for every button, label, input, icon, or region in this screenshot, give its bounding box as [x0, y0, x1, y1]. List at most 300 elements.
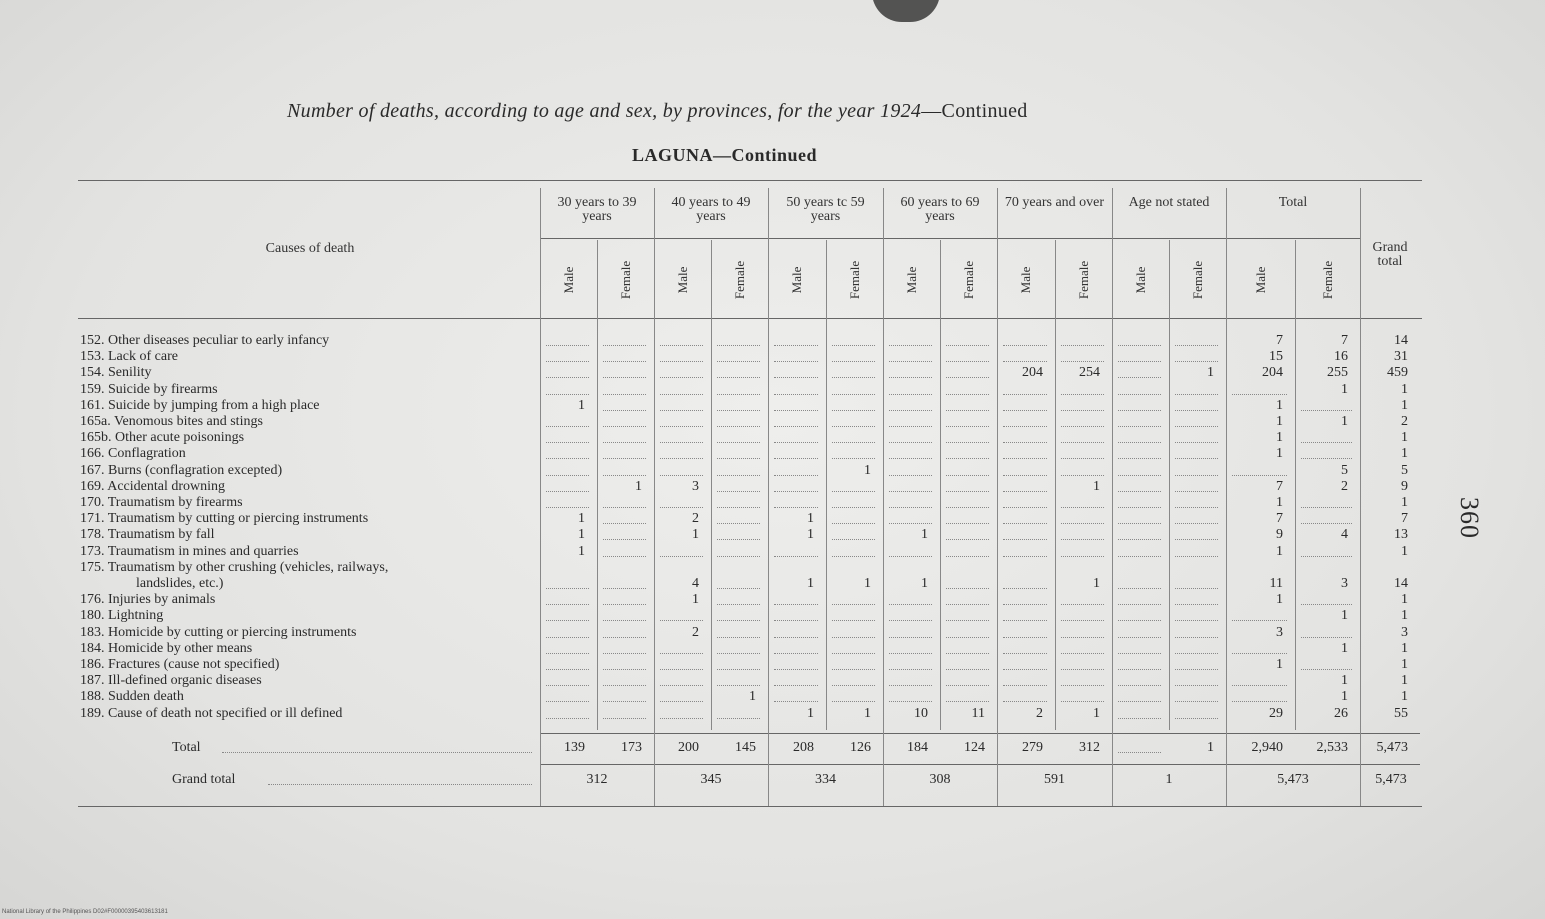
table-cell: 26 [1334, 705, 1348, 721]
rule-sub-2 [826, 240, 827, 730]
female-header: Female [1075, 260, 1091, 300]
leader-dots [1301, 669, 1352, 670]
rule-sub-1 [711, 240, 712, 730]
total-cell: 124 [964, 740, 985, 755]
leader-dots [1003, 410, 1047, 411]
leader-dots [1175, 345, 1218, 346]
leader-dots [546, 669, 589, 670]
leader-dots [832, 491, 875, 492]
leader-dots [717, 475, 760, 476]
leader-dots [946, 653, 989, 654]
leader-dots [1003, 458, 1047, 459]
leader-dots [1118, 475, 1161, 476]
table-cell: 1 [749, 689, 756, 705]
leader-dots [1175, 620, 1218, 621]
rule-group [540, 238, 1360, 239]
leader-dots [1061, 410, 1104, 411]
leader-dots [1061, 442, 1104, 443]
leader-dots [660, 377, 703, 378]
leader-dots [1175, 507, 1218, 508]
table-cell: 2 [692, 624, 699, 640]
leader-dots [660, 669, 703, 670]
cause-label: 189. Cause of death not specified or ill defined [80, 705, 343, 721]
table-cell: 1 [1276, 543, 1283, 559]
table-cell: 1 [807, 576, 814, 591]
female-header: Female [1189, 260, 1205, 300]
leader-dots [832, 685, 875, 686]
table-cell: 1 [1276, 446, 1283, 462]
total-cell: 279 [1022, 740, 1043, 755]
female-header: Female [1319, 260, 1335, 300]
table-cell: 15 [1269, 349, 1283, 365]
table-cell: 459 [1387, 365, 1408, 381]
leader-dots [1175, 637, 1218, 638]
leader-dots [946, 669, 989, 670]
table-cell: 31 [1394, 349, 1408, 365]
leader-dots [717, 426, 760, 427]
table-cell: 1 [921, 576, 928, 591]
leader-dots [1175, 475, 1218, 476]
leader-dots [889, 377, 932, 378]
leader-dots [1118, 637, 1161, 638]
leader-dots [1003, 701, 1047, 702]
table-cell: 11 [1269, 576, 1283, 591]
cause-label: 159. Suicide by firearms [80, 381, 218, 397]
leader-dots [1175, 556, 1218, 557]
leader-dots [1061, 637, 1104, 638]
leader-dots [603, 523, 646, 524]
table-cell: 204 [1022, 365, 1043, 381]
total-cell: 126 [850, 740, 871, 755]
cause-label: 166. Conflagration [80, 446, 186, 462]
leader-dots [717, 377, 760, 378]
leader-dots [1118, 394, 1161, 395]
leader-dots [603, 475, 646, 476]
table-cell: 1 [1401, 657, 1408, 672]
table-cell: 7 [1401, 511, 1408, 527]
leader-dots [1118, 604, 1161, 605]
leader-dots [1061, 685, 1104, 686]
leader-dots [946, 701, 989, 702]
total-cell: 208 [793, 740, 814, 755]
leader-dots [1232, 475, 1287, 476]
leader-dots [603, 507, 646, 508]
leader-dots [717, 669, 760, 670]
cause-label: 188. Sudden death [80, 689, 184, 705]
leader-dots [1003, 394, 1047, 395]
table-cell: 3 [692, 478, 699, 494]
rule-sub-5 [1169, 240, 1170, 730]
table-cell: 1 [1276, 495, 1283, 510]
leader-dots [832, 377, 875, 378]
leader-dots [774, 394, 818, 395]
table-cell: 1 [1401, 673, 1408, 689]
table-cell: 1 [1401, 397, 1408, 413]
total-cell: 173 [621, 740, 642, 755]
leader-dots [1118, 523, 1161, 524]
grand-total-cell: 591 [1044, 772, 1065, 787]
leader-dots [1118, 701, 1161, 702]
grand-total-cell: 308 [929, 772, 951, 787]
table-cell: 1 [1341, 689, 1348, 705]
leader-dots [717, 442, 760, 443]
cause-label-continued: landslides, etc.) [136, 576, 224, 591]
table-cell: 2 [1341, 478, 1348, 494]
leader-dots [1003, 653, 1047, 654]
leader-dots [1003, 507, 1047, 508]
leader-dots [946, 442, 989, 443]
leader-dots [603, 377, 646, 378]
cause-label: 153. Lack of care [80, 349, 178, 365]
cause-label: 176. Injuries by animals [80, 592, 216, 608]
grand-total-label: Grand total [172, 772, 236, 787]
leader-dots [889, 701, 932, 702]
leader-dots [603, 426, 646, 427]
cause-label: 186. Fractures (cause not specified) [80, 657, 280, 672]
leader-dots [717, 588, 760, 589]
leader-dots [1175, 588, 1218, 589]
province-subtitle: LAGUNA—Continued [632, 145, 818, 165]
rule-total-bottom [540, 764, 1420, 765]
cause-label: 165b. Other acute poisonings [80, 430, 245, 446]
leader-dots [1003, 637, 1047, 638]
leader-dots [717, 361, 760, 362]
table-cell: 1 [578, 397, 585, 413]
leader-dots [1061, 475, 1104, 476]
female-header: Female [731, 260, 747, 300]
leader-dots [832, 507, 875, 508]
table-cell: 1 [807, 511, 814, 527]
leader-dots [774, 345, 818, 346]
leader-dots [946, 507, 989, 508]
leader-dots [603, 361, 646, 362]
table-cell: 1 [692, 527, 699, 543]
leader-dots [1061, 620, 1104, 621]
male-header: Male [1252, 266, 1268, 294]
total-cell: 312 [1079, 740, 1100, 755]
leader-dots [1003, 556, 1047, 557]
male-header: Male [1132, 266, 1148, 294]
leader-dots [1175, 410, 1218, 411]
table-cell: 1 [578, 527, 585, 543]
leader-dots [603, 685, 646, 686]
leader-dots [832, 394, 875, 395]
leader-dots [832, 620, 875, 621]
leader-dots [717, 620, 760, 621]
leader-dots [717, 556, 760, 557]
leader-dots [1061, 394, 1104, 395]
leader-dots [717, 523, 760, 524]
table-cell: 1 [1341, 414, 1348, 429]
grand-total-cell: 312 [586, 772, 608, 787]
leader-dots [946, 491, 989, 492]
total-cell: 2,940 [1251, 740, 1283, 755]
male-header: Male [674, 266, 690, 294]
leader-dots [946, 475, 989, 476]
cause-label: 170. Traumatism by firearms [80, 495, 243, 510]
leader-dots [1118, 718, 1161, 719]
leader-dots [546, 653, 589, 654]
table-cell: 7 [1341, 333, 1348, 348]
rule-bottom [78, 806, 1422, 807]
cause-label: 187. Ill-defined organic diseases [80, 673, 262, 689]
total-cell: 145 [735, 740, 756, 755]
leader-dots [1118, 752, 1161, 753]
leader-dots [1118, 653, 1161, 654]
leader-dots [1301, 637, 1352, 638]
cause-label: 183. Homicide by cutting or piercing instruments [80, 624, 357, 640]
leader-dots [832, 442, 875, 443]
leader-dots [603, 669, 646, 670]
leader-dots [1118, 685, 1161, 686]
age-group-header: 30 years to 39 years [557, 195, 637, 224]
leader-dots [660, 410, 703, 411]
page-number: 360 [1455, 497, 1484, 539]
leader-dots [946, 377, 989, 378]
leader-dots [1301, 410, 1352, 411]
male-header: Male [1018, 266, 1033, 294]
leader-dots [546, 588, 589, 589]
leader-dots [660, 556, 703, 557]
leader-dots [946, 458, 989, 459]
leader-dots [1118, 442, 1161, 443]
leader-dots [1232, 394, 1287, 395]
leader-dots [889, 507, 932, 508]
leader-dots [832, 539, 875, 540]
leader-dots [774, 604, 818, 605]
table-cell: 1 [921, 527, 928, 543]
title-suffix: —Continued [921, 100, 1028, 122]
leader-dots [546, 491, 589, 492]
leader-dots [832, 653, 875, 654]
table-cell: 1 [1093, 705, 1100, 721]
leader-dots [603, 604, 646, 605]
leader-dots [1175, 669, 1218, 670]
leader-dots [717, 653, 760, 654]
cause-label: 154. Senility [80, 365, 152, 381]
leader-dots [1003, 523, 1047, 524]
leader-dots [946, 685, 989, 686]
leader-dots [774, 458, 818, 459]
leader-dots [889, 458, 932, 459]
leader-dots [1118, 588, 1161, 589]
leader-dots [603, 410, 646, 411]
leader-dots [546, 701, 589, 702]
leader-dots [774, 426, 818, 427]
leader-dots [1061, 523, 1104, 524]
leader-dots [1175, 491, 1218, 492]
leader-dots [603, 442, 646, 443]
table-cell: 10 [914, 705, 928, 721]
table-cell: 1 [1207, 365, 1214, 381]
cause-label: 152. Other diseases peculiar to early infancy [80, 333, 330, 348]
leader-dots [889, 653, 932, 654]
age-group-header: 70 years and over [1004, 195, 1105, 210]
leader-dots [1003, 604, 1047, 605]
leader-dots [946, 394, 989, 395]
total-cell: 5,473 [1376, 740, 1408, 755]
leader-dots [660, 442, 703, 443]
grand-total-cell: 5,473 [1277, 772, 1309, 787]
leader-dots [1003, 588, 1047, 589]
leader-dots [660, 345, 703, 346]
leader-dots [717, 345, 760, 346]
table-cell: 29 [1269, 705, 1283, 721]
leader-dots [1003, 491, 1047, 492]
leader-dots [832, 701, 875, 702]
leader-dots [1175, 426, 1218, 427]
total-cell: 184 [907, 740, 928, 755]
female-header: Female [846, 260, 862, 300]
leader-dots [717, 394, 760, 395]
leader-dots [603, 588, 646, 589]
leader-dots [1118, 361, 1161, 362]
leader-dots [1175, 701, 1218, 702]
table-cell: 1 [1341, 640, 1348, 656]
table-cell: 4 [1341, 527, 1348, 543]
cause-label: 184. Homicide by other means [80, 640, 253, 656]
leader-dots [889, 426, 932, 427]
table-cell: 1 [1401, 689, 1408, 705]
table-cell: 1 [1401, 381, 1408, 397]
leader-dots [774, 410, 818, 411]
leader-dots [546, 637, 589, 638]
table-cell: 1 [1401, 430, 1408, 446]
leader-dots [1175, 653, 1218, 654]
male-header: Male [903, 266, 919, 294]
cause-label: 167. Burns (conflagration excepted) [80, 462, 283, 478]
leader-dots [889, 637, 932, 638]
leader-dots [1061, 426, 1104, 427]
total-cell: 2,533 [1316, 740, 1348, 755]
leader-dots [660, 653, 703, 654]
leader-dots [1301, 556, 1352, 557]
leader-dots [603, 637, 646, 638]
leader-dots [717, 507, 760, 508]
leader-dots [832, 361, 875, 362]
table-cell: 1 [1341, 381, 1348, 397]
leader-dots [717, 458, 760, 459]
table-cell: 7 [1276, 333, 1283, 348]
leader-dots [889, 345, 932, 346]
leader-dots [1175, 539, 1218, 540]
table-cell: 1 [692, 592, 699, 608]
leader-dots [1003, 620, 1047, 621]
leader-dots [717, 604, 760, 605]
leader-dots [546, 507, 589, 508]
leader-dots [268, 784, 532, 785]
table-cell: 1 [807, 705, 814, 721]
table-cell: 1 [1401, 495, 1408, 510]
leader-dots [1175, 442, 1218, 443]
leader-dots [832, 458, 875, 459]
leader-dots [717, 718, 760, 719]
leader-dots [774, 491, 818, 492]
leader-dots [546, 475, 589, 476]
leader-dots [717, 410, 760, 411]
table-cell: 3 [1276, 624, 1283, 640]
leader-dots [222, 752, 532, 753]
leader-dots [946, 361, 989, 362]
leader-dots [889, 669, 932, 670]
leader-dots [889, 620, 932, 621]
leader-dots [1175, 604, 1218, 605]
leader-dots [946, 523, 989, 524]
grand-total-cell: 334 [815, 772, 836, 787]
leader-dots [774, 361, 818, 362]
leader-dots [603, 539, 646, 540]
leader-dots [1301, 523, 1352, 524]
grand-total-cell: 5,473 [1375, 772, 1407, 787]
table-cell: 255 [1327, 365, 1348, 381]
leader-dots [774, 685, 818, 686]
rule-col-1 [654, 188, 655, 806]
table-title [287, 100, 1028, 123]
causes-header: Causes of death [265, 241, 355, 256]
table-cell: 1 [1276, 592, 1283, 608]
leader-dots [774, 653, 818, 654]
leader-dots [1232, 701, 1287, 702]
leader-dots [1061, 669, 1104, 670]
leader-dots [546, 458, 589, 459]
total-cell: 1 [1207, 740, 1214, 755]
table-cell: 9 [1276, 527, 1283, 543]
table-cell: 1 [578, 543, 585, 559]
table-cell: 7 [1276, 478, 1283, 494]
leader-dots [832, 669, 875, 670]
leader-dots [603, 345, 646, 346]
rule-sub-3 [940, 240, 941, 730]
leader-dots [1175, 361, 1218, 362]
cause-label: 173. Traumatism in mines and quarries [80, 543, 299, 559]
grand-total-cell: 345 [700, 772, 722, 787]
cause-label: 169. Accidental drowning [80, 478, 226, 494]
leader-dots [1061, 653, 1104, 654]
table-cell: 14 [1394, 576, 1408, 591]
age-group-header: Age not stated [1128, 195, 1210, 210]
leader-dots [660, 718, 703, 719]
leader-dots [774, 620, 818, 621]
leader-dots [889, 475, 932, 476]
leader-dots [1003, 475, 1047, 476]
table-cell: 1 [1341, 608, 1348, 624]
leader-dots [774, 669, 818, 670]
leader-dots [603, 718, 646, 719]
leader-dots [717, 491, 760, 492]
leader-dots [1118, 491, 1161, 492]
leader-dots [832, 426, 875, 427]
leader-dots [1118, 507, 1161, 508]
table-cell: 13 [1394, 527, 1408, 543]
leader-dots [774, 475, 818, 476]
leader-dots [774, 507, 818, 508]
table-cell: 1 [864, 462, 871, 478]
leader-dots [946, 604, 989, 605]
leader-dots [1118, 377, 1161, 378]
leader-dots [1232, 620, 1287, 621]
table-cell: 9 [1401, 478, 1408, 494]
grand-total-cell: 1 [1165, 772, 1173, 787]
leader-dots [546, 718, 589, 719]
rule-top [78, 180, 1422, 181]
table-cell: 5 [1401, 462, 1408, 478]
table-cell: 3 [1341, 576, 1348, 591]
table-cell: 5 [1341, 462, 1348, 478]
table-cell: 1 [1093, 478, 1100, 494]
table-cell: 1 [1276, 657, 1283, 672]
table-cell: 11 [971, 705, 985, 721]
table-cell: 2 [1401, 414, 1408, 429]
